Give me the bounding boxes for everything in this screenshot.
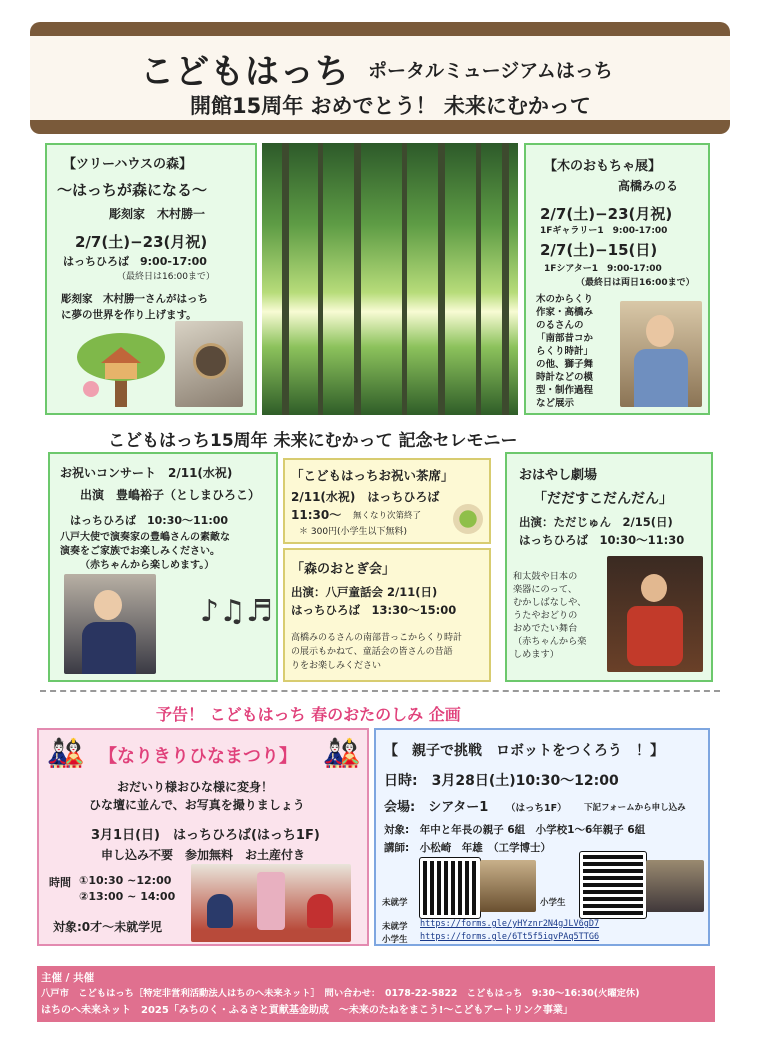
concert-performer: 出演 豊嶋裕子（としまひろこ）	[80, 488, 261, 502]
theater-subtitle: 「だだすこだんだん」	[533, 491, 673, 507]
hina-line-1: おだいり様おひな様に変身！	[117, 780, 274, 794]
robot-toy-photo-2	[646, 860, 704, 912]
robot-venue-note: （はっち1F）	[506, 803, 567, 814]
tea-ceremony-box	[283, 458, 491, 544]
theater-desc-line: （赤ちゃんから楽	[513, 636, 587, 647]
otogi-desc-1: 高橋みのるさんの南部昔っこからくり時計	[291, 633, 463, 643]
qr-code-elementary[interactable]	[580, 852, 646, 918]
concert-desc-3: （赤ちゃんから楽しめます。）	[80, 560, 215, 571]
toy-artist: 高橋みのる	[618, 179, 679, 193]
link-label-elementary: 小学生	[382, 935, 408, 945]
museum-name: ポータルミュージアムはっち	[368, 60, 613, 82]
toy-title: 【木のおもちゃ展】	[544, 159, 662, 174]
treehouse-note: （最終日は16:00まで）	[117, 272, 215, 282]
treehouse-subtitle: ～はっちが森になる～	[57, 181, 208, 199]
link-preschool[interactable]: https://forms.gle/yHYznr2N4gJLV6gD7	[420, 919, 600, 929]
theater-desc-line: 和太鼓や日本の	[513, 571, 578, 582]
concert-title: お祝いコンサート 2/11(水祝)	[60, 466, 233, 480]
page-title: こどもはっち	[140, 52, 350, 92]
theater-desc-line: うたやおどりの	[513, 610, 578, 621]
anniversary-tagline: 開館15周年 おめでとう！ 未来にむかって	[190, 94, 591, 118]
treehouse-title: 【ツリーハウスの森】	[63, 157, 192, 172]
robot-lecturer: 講師: 小松崎 年雄 （工学博士）	[384, 842, 551, 854]
toy-desc-line: のるさんの	[536, 320, 584, 331]
tea-time: 11:30〜	[291, 508, 342, 522]
toy-dates-2: 2/7(土)−15(日)	[540, 241, 658, 259]
toy-desc-line: 型・制作過程	[536, 385, 594, 396]
qr-code-preschool[interactable]	[420, 858, 480, 918]
footer-contact: 八戸市 こどもはっち［特定非営利活動法人はちのへ未来ネット］ 問い合わせ： 0178-22-5822 こどもはっち 9:30〜16:30(火曜定休)	[41, 988, 640, 999]
ceremony-heading: こどもはっち15周年 未来にむかって 記念セレモニー	[108, 431, 518, 451]
link-label-preschool: 未就学	[382, 922, 408, 932]
toy-desc-line: など展示	[536, 398, 575, 409]
toy-desc-line: 木のからくり	[536, 294, 594, 305]
odairi-doll-icon: 🎎	[47, 736, 85, 771]
tea-price: ＊ 300円(小学生以下無料)	[299, 527, 408, 537]
ohina-doll-icon: 🎎	[323, 736, 361, 771]
theater-place-time: はっちひろば 10:30〜11:30	[519, 533, 685, 547]
theater-title: おはやし劇場	[519, 468, 598, 483]
theater-desc	[513, 570, 605, 661]
treehouse-desc-2: に夢の世界を作り上げます。	[61, 309, 197, 321]
theater-desc-line: おめでたい舞台	[513, 623, 578, 634]
otogi-title: 「森のおとぎ会」	[291, 562, 396, 577]
robot-datetime: 日時: 3月28日(土)10:30〜12:00	[384, 773, 619, 789]
link-elementary[interactable]: https://forms.gle/6Tt5f5iqvPAq5TTG6	[420, 932, 600, 942]
treehouse-illustration	[71, 329, 171, 407]
toy-place-2: 1Fシアター1 9:00-17:00	[544, 264, 662, 274]
hinamatsuri-box	[37, 728, 369, 946]
theater-desc-line: むかしばなしや、	[513, 597, 587, 608]
footer-grant: はちのへ未来ネット 2025「みちのく・ふるさと貢献基金助成 〜未来のたねをまこう!〜こどもアートリンク事業」	[41, 1005, 573, 1016]
artist-takahashi-photo	[620, 301, 702, 407]
concert-desc-2: 演奏をご家族でお楽しみください。	[60, 546, 220, 557]
hina-time-label: 時間	[49, 876, 71, 889]
toy-desc-line: の他、獅子舞	[536, 359, 594, 370]
concert-box	[48, 452, 278, 682]
hina-dolls-photo	[191, 864, 351, 942]
treehouse-dates: 2/7(土)−23(月祝)	[75, 233, 208, 251]
robot-workshop-box	[374, 728, 710, 946]
treehouse-desc-1: 彫刻家 木村勝一さんがはっち	[61, 293, 208, 305]
otogi-desc-2: の展示もかねて、童話会の皆さんの昔語	[291, 647, 453, 657]
hina-title: 【なりきりひなまつり】	[99, 746, 297, 767]
treehouse-box	[45, 143, 257, 415]
concert-desc-1: 八戸大使で演奏家の豊嶋さんの素敵な	[60, 532, 230, 543]
theater-performer: 出演：ただじゅん 2/15(日)	[519, 515, 673, 529]
hina-target: 対象:0才〜未就学児	[53, 920, 163, 934]
toy-desc-line: 「南部昔コか	[536, 333, 594, 344]
tea-time-note: 無くなり次第終了	[353, 511, 422, 521]
forest-photo	[262, 143, 518, 415]
otogi-desc-3: りをお楽しみください	[291, 661, 382, 671]
hina-time-2: ②13:00 ~ 14:00	[79, 890, 176, 903]
artist-kimura-photo	[175, 321, 243, 407]
hina-time-1: ①10:30 ~12:00	[79, 874, 172, 887]
otogi-place-time: はっちひろば 13:30〜15:00	[291, 603, 457, 617]
theater-desc-line: しめます）	[513, 649, 559, 660]
toy-desc-line: 作家・高橋み	[536, 307, 594, 318]
section-divider	[40, 690, 720, 692]
concert-place-time: はっちひろば 10:30〜11:00	[70, 514, 229, 527]
toy-exhibition-box	[524, 143, 710, 415]
qr-label-elementary: 小学生	[540, 898, 566, 908]
robot-target: 対象: 年中と年長の親子 6組 小学校1〜6年親子 6組	[384, 824, 646, 836]
theater-desc-line: 楽器にのって、	[513, 584, 578, 595]
toy-dates-1: 2/7(土)−23(月祝)	[540, 205, 673, 223]
otogi-performer: 出演：八戸童話会 2/11(日)	[291, 585, 438, 599]
robot-toy-photo-1	[480, 860, 536, 912]
performer-toshima-photo	[64, 574, 156, 674]
otogi-box	[283, 548, 491, 682]
music-notes-icon: ♪♫♬	[200, 594, 273, 629]
footer	[37, 966, 715, 1022]
qr-label-preschool: 未就学	[382, 898, 408, 908]
tea-date-place: 2/11(水祝) はっちひろば	[291, 490, 440, 504]
toy-note: （最終日は両日16:00まで）	[576, 278, 695, 288]
performer-tadajun-photo	[607, 556, 703, 672]
robot-apply-note: 下記フォームから申し込み	[584, 803, 686, 813]
hina-line-2: ひな壇に並んで、お写真を撮りましょう	[89, 798, 305, 812]
theater-box	[505, 452, 713, 682]
toy-desc	[536, 293, 616, 410]
hina-date-place: 3月1日(日) はっちひろば(はっち1F)	[91, 828, 320, 843]
preview-heading: 予告！ こどもはっち 春のおたのしみ 企画	[156, 705, 461, 724]
footer-organizer-label: 主催 / 共催	[41, 972, 95, 984]
toy-desc-line: らくり時計」	[536, 346, 594, 357]
treehouse-artist: 彫刻家 木村勝一	[109, 207, 206, 221]
title-banner	[30, 22, 730, 134]
hina-conditions: 申し込み不要 参加無料 お土産付き	[101, 848, 306, 862]
tea-title: 「こどもはっちお祝い茶席」	[291, 468, 454, 483]
matcha-bowl-icon	[453, 504, 483, 534]
robot-title: 【 親子で挑戦 ロボットをつくろう ！】	[384, 743, 664, 759]
toy-desc-line: 時計などの模	[536, 372, 594, 383]
treehouse-place-time: はっちひろば 9:00-17:00	[63, 255, 207, 268]
robot-venue: 会場: シアター1	[384, 800, 489, 815]
toy-place-1: 1Fギャラリー1 9:00-17:00	[540, 226, 668, 236]
